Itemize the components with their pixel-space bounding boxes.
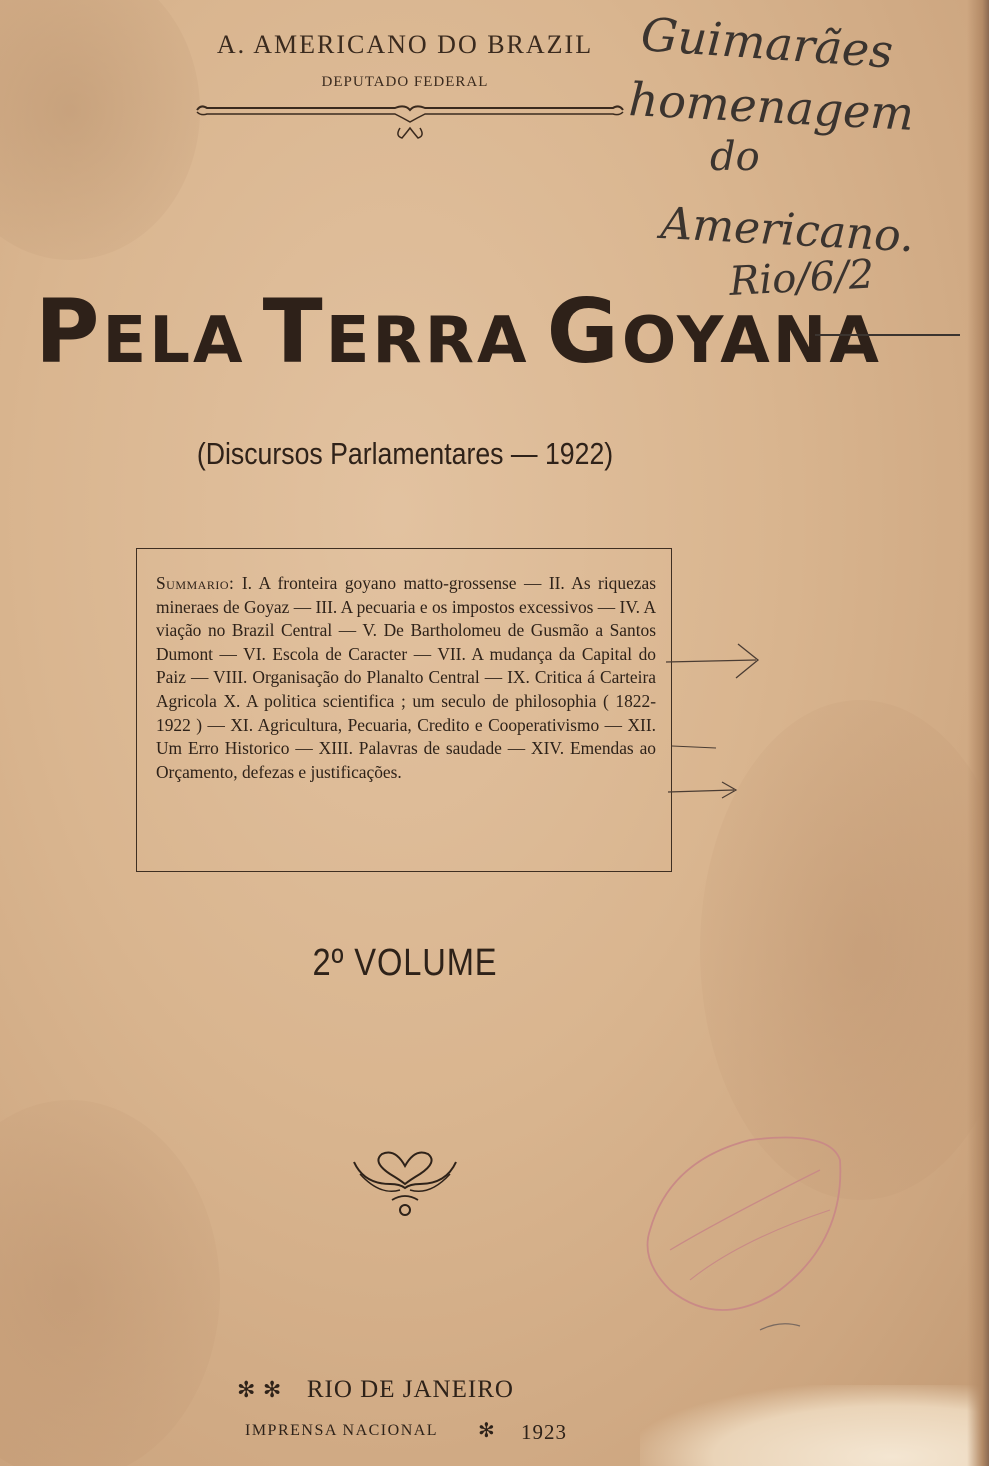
fleuron-ornament — [350, 1144, 460, 1224]
inscription-line: Americano. — [659, 198, 916, 263]
title-rest: ERRA — [325, 304, 530, 378]
inscription-line: do — [710, 134, 760, 180]
pencil-arrow-marks — [660, 640, 770, 810]
inscription-line: Rio/6/2 — [728, 251, 876, 305]
pencil-scribble — [630, 1120, 860, 1340]
subtitle: (Discursos Parlamentares — 1922) — [196, 436, 614, 471]
imprint-city-line — [237, 1376, 514, 1404]
summary-body: I. A fronteira goyano matto-grossense — II. As riquezas mineraes de Goyaz — III. A pecuaria e os impostos excessivos — IV. A viação no Brazil Central — V. De Bartholomeu de Gusmão a Santos Dumont — VI. Escola de Caracter — VII. A mudança da Capital do Paiz — VIII. Organisação do Planalto Central — IX. Critica á Carteira Agricola X. A politica scientifica ; um seculo de philosophia ( 1822-1922 ) — XI. Agricultura, Pecuaria, Credito e Cooperativismo — XII. Um Erro Historico — XIII. Palavras de saudade — XIV. Emendas ao Orçamento, defezas e justificações. — [156, 573, 656, 782]
paper-edge — [967, 0, 989, 1466]
imprint-press: IMPRENSA NACIONAL — [245, 1422, 439, 1439]
imprint-city: RIO DE JANEIRO — [306, 1376, 514, 1403]
title-rest: ELA — [102, 304, 246, 378]
title-rest: OYANA — [621, 304, 882, 378]
handwritten-inscription — [600, 0, 989, 350]
author-name: A. AMERICANO DO BRAZIL — [216, 30, 594, 59]
title-initial: G — [546, 280, 622, 383]
inscription-line: homenagem — [627, 72, 916, 141]
inscription-line: Guimarães — [639, 7, 895, 79]
asterism-icon: ✻ ✻ — [237, 1377, 283, 1402]
imprint-year: 1923 — [521, 1420, 567, 1444]
paper-damage — [640, 1385, 989, 1466]
asterisk-icon: ✻ — [478, 1418, 495, 1442]
summary-label: Summario: — [156, 573, 235, 593]
summary-text — [156, 572, 656, 784]
title-initial: P — [35, 280, 103, 383]
paper-stain — [0, 1100, 220, 1466]
title-initial: T — [262, 280, 326, 383]
volume-label: 2º VOLUME — [312, 942, 498, 984]
header-rule-ornament — [195, 98, 625, 148]
author-role: DEPUTADO FEDERAL — [321, 74, 489, 90]
